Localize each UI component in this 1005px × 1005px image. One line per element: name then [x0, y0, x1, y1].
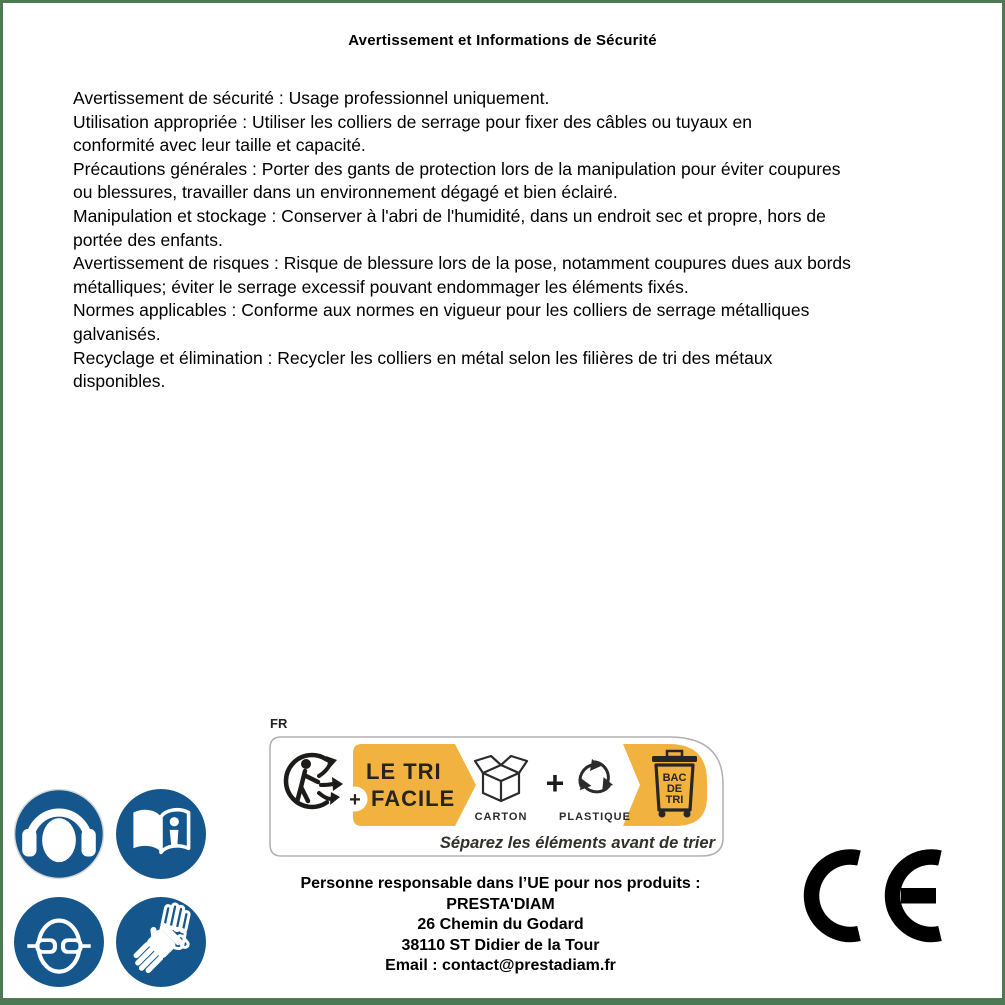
- bin-label-line3: TRI: [665, 794, 684, 806]
- contact-line: 26 Chemin du Godard: [417, 916, 584, 933]
- text-line: portée des enfants.: [73, 229, 223, 250]
- infotri-tagline: Séparez les éléments avant de trier: [439, 834, 715, 852]
- contact-line: 38110 ST Didier de la Tour: [401, 936, 600, 954]
- materials-plus-sign: +: [545, 765, 565, 801]
- wear-ear-protection-icon: [13, 788, 105, 880]
- text-line: ou blessures, travailler dans un environnement dégagé et bien éclairé.: [73, 182, 618, 203]
- text-line: disponibles.: [73, 371, 166, 392]
- text-line: Utilisation appropriée : Utiliser les colliers de serrage pour fixer des câbles ou tuyaux en: [73, 111, 752, 132]
- page-title: Avertissement et Informations de Sécurité: [348, 32, 657, 49]
- wear-gloves-icon: [115, 896, 207, 988]
- plastique-label: PLASTIQUE: [559, 811, 631, 823]
- carton-label: CARTON: [474, 811, 528, 823]
- text-line: galvanisés.: [73, 323, 161, 344]
- text-line: métalliques; éviter le serrage excessif pouvant endommager les éléments fixés.: [73, 276, 689, 297]
- contact-line: PRESTA'DIAM: [446, 895, 555, 913]
- read-manual-icon: [115, 788, 207, 880]
- infotri-headline-line1: LE TRI: [366, 759, 442, 784]
- bin-label-line2: DE: [666, 783, 683, 795]
- wear-eye-protection-icon: [13, 896, 105, 988]
- text-line: Précautions générales : Porter des gants de protection lors de la manipulation pour éviter coupures: [73, 158, 841, 179]
- infotri-recycling-banner: [269, 736, 724, 857]
- bin-label-line1: BAC: [662, 772, 687, 784]
- contact-line: Personne responsable dans l’UE pour nos produits :: [300, 875, 701, 892]
- safety-text-block: [73, 87, 953, 394]
- responsible-person-block: [243, 874, 758, 977]
- contact-line: Email : contact@prestadiam.fr: [385, 957, 616, 974]
- text-line: Recyclage et élimination : Recycler les colliers en métal selon les filières de tri des métaux: [73, 347, 773, 368]
- text-line: Manipulation et stockage : Conserver à l'abri de l'humidité, dans un endroit sec et propre, hors de: [73, 205, 826, 226]
- country-code-label: FR: [270, 716, 288, 731]
- text-line: conformité avec leur taille et capacité.: [73, 135, 366, 156]
- ce-marking: [800, 847, 980, 947]
- infotri-headline-plus: +: [349, 789, 361, 811]
- infotri-headline-line2: FACILE: [371, 786, 456, 811]
- text-line: Normes applicables : Conforme aux normes en vigueur pour les colliers de serrage métalliques: [73, 300, 810, 321]
- text-line: Avertissement de risques : Risque de blessure lors de la pose, notamment coupures dues aux bords: [73, 253, 851, 274]
- text-line: Avertissement de sécurité : Usage professionnel uniquement.: [73, 88, 550, 108]
